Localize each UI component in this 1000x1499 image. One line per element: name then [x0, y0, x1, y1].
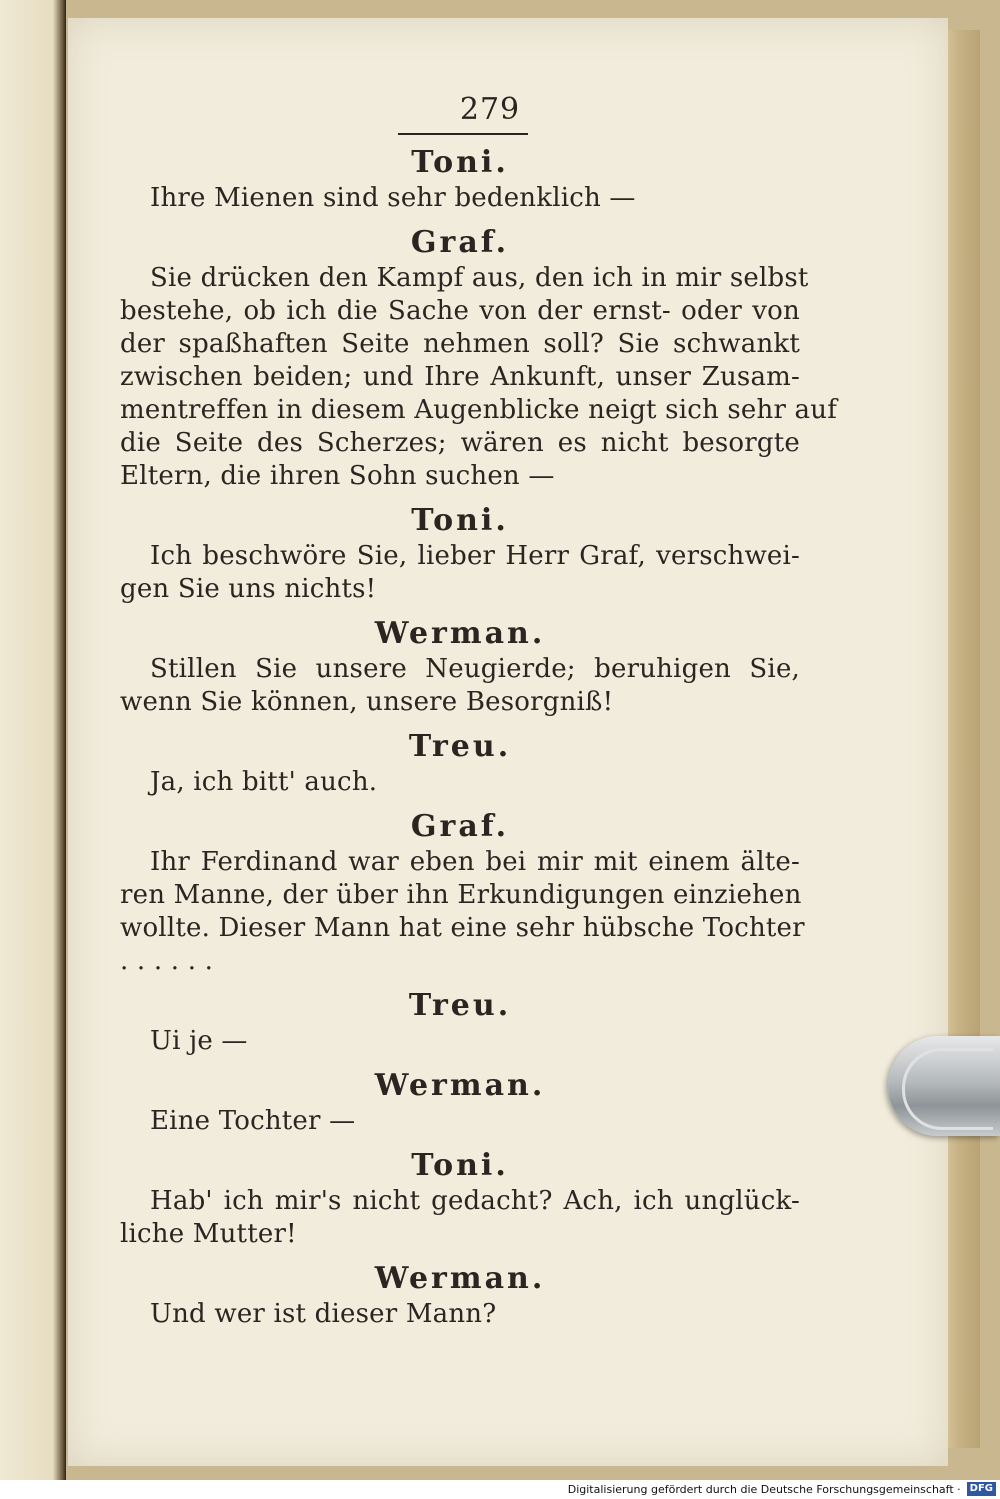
text-line: Eltern, die ihren Sohn suchen —	[120, 461, 555, 491]
speaker-name: Treu.	[408, 988, 512, 1023]
page-text	[120, 92, 838, 1331]
speaker-name: Werman.	[374, 1261, 546, 1296]
text-line: Und wer ist dieser Mann?	[150, 1299, 497, 1329]
text-line: Ihre Mienen sind sehr bedenklich —	[150, 183, 636, 213]
text-line: der spaßhaften Seite nehmen soll? Sie schwankt	[120, 329, 800, 359]
text-line: wenn Sie können, unsere Besorgniß!	[120, 687, 614, 717]
text-line: gen Sie uns nichts!	[120, 574, 377, 604]
speaker-name: Graf.	[410, 809, 510, 844]
text-line: . . . . . .	[120, 946, 214, 976]
text-line: mentreffen in diesem Augenblicke neigt sich sehr auf	[120, 395, 838, 425]
speaker-name: Werman.	[374, 616, 546, 651]
speaker-name: Treu.	[408, 729, 512, 764]
speaker-name: Werman.	[374, 1068, 546, 1103]
dfg-logo: DFG	[967, 1482, 996, 1496]
text-line: Ja, ich bitt' auch.	[150, 767, 378, 797]
page-edge-stack	[944, 30, 980, 1448]
paper-clip	[888, 1036, 1000, 1136]
text-line: Ihr Ferdinand war eben bei mir mit einem älte-	[150, 847, 800, 877]
speaker-name: Toni.	[411, 503, 509, 538]
text-line: Eine Tochter —	[150, 1106, 356, 1136]
text-line: Sie drücken den Kampf aus, den ich in mir selbst	[150, 263, 809, 293]
text-line: ren Manne, der über ihn Erkundigungen einziehen	[120, 880, 802, 910]
header-rule	[398, 133, 528, 135]
left-page-edge	[0, 0, 66, 1480]
page-number: 279	[459, 92, 521, 127]
text-line: Ich beschwöre Sie, lieber Herr Graf, verschwei-	[150, 541, 800, 571]
dialogue	[120, 145, 838, 1331]
footer-bar	[0, 1480, 1000, 1499]
text-line: bestehe, ob ich die Sache von der ernst- oder von	[120, 296, 800, 326]
speaker-name: Graf.	[410, 225, 510, 260]
text-line: wollte. Dieser Mann hat eine sehr hübsche Tochter	[120, 913, 805, 943]
text-line: liche Mutter!	[120, 1219, 297, 1249]
text-line: Ui je —	[150, 1026, 248, 1056]
text-line: die Seite des Scherzes; wären es nicht besorgte	[120, 428, 800, 458]
text-line: Stillen Sie unsere Neugierde; beruhigen Sie,	[150, 654, 800, 684]
text-line: Hab' ich mir's nicht gedacht? Ach, ich unglück-	[150, 1186, 800, 1216]
speaker-name: Toni.	[411, 145, 509, 180]
speaker-name: Toni.	[411, 1148, 509, 1183]
footer-credit: Digitalisierung gefördert durch die Deutsche Forschungsgemeinschaft ·	[567, 1483, 961, 1496]
text-line: zwischen beiden; und Ihre Ankunft, unser Zusam-	[120, 362, 800, 392]
